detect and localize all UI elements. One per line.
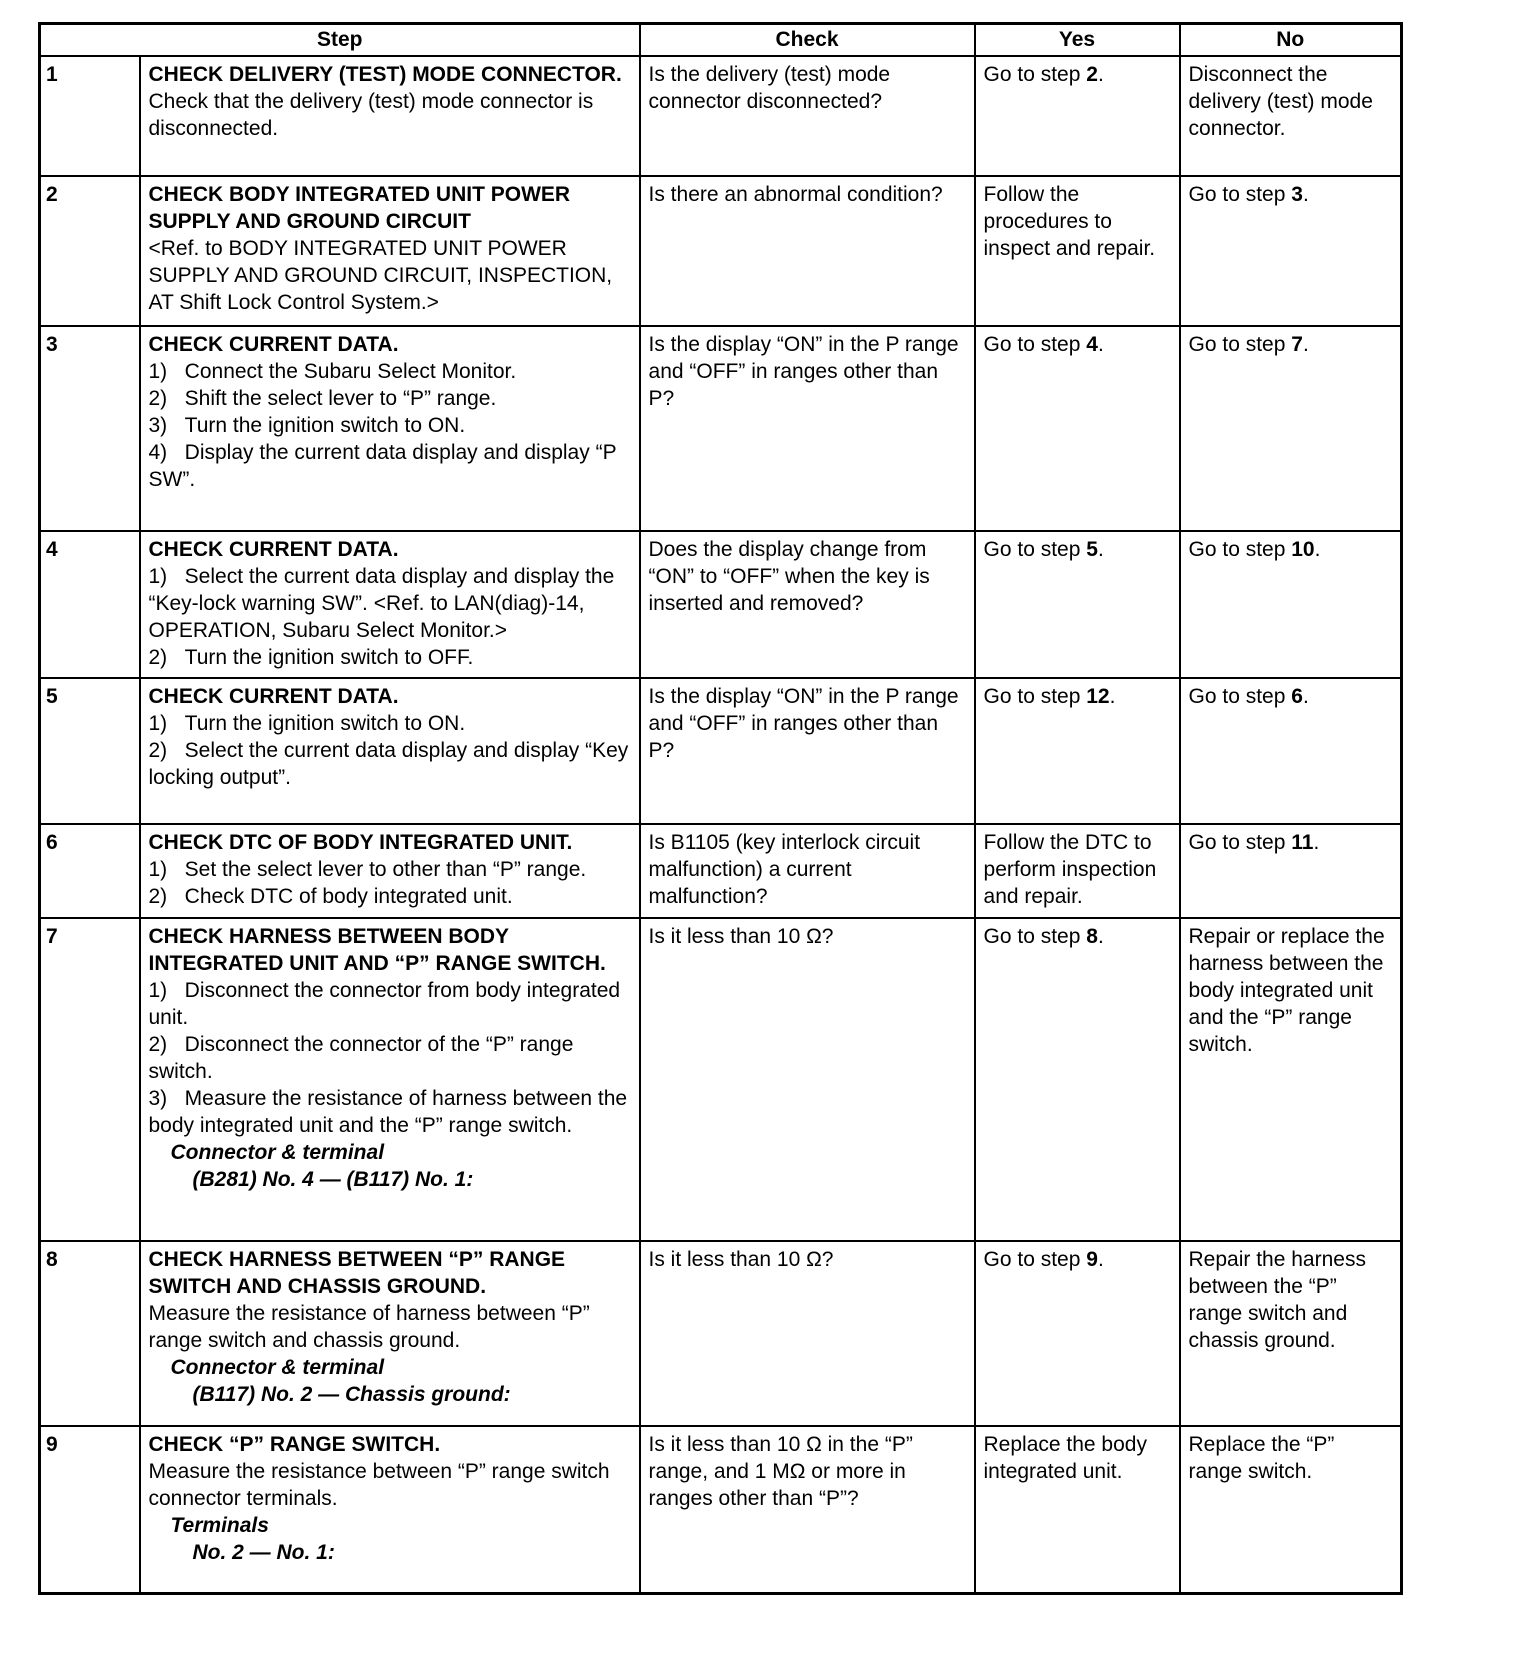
table-row (40, 1241, 1402, 1426)
table-body (40, 56, 1402, 1593)
yes-cell: Go to step 8. (975, 918, 1180, 1241)
step-number-cell: 7 (40, 918, 140, 1241)
step-number-cell: 6 (40, 824, 140, 918)
step-number-cell: 1 (40, 56, 140, 176)
yes-cell: Go to step 5. (975, 531, 1180, 678)
step-cell (140, 1241, 640, 1426)
step-line: (B281) No. 4 — (B117) No. 1: (192, 1168, 474, 1191)
step-cell (140, 918, 640, 1241)
header-no: No (1180, 24, 1402, 57)
no-cell: Go to step 11. (1180, 824, 1402, 918)
yes-cell: Go to step 4. (975, 326, 1180, 531)
step-line: 3) Turn the ignition switch to ON. (148, 414, 466, 437)
step-line: <Ref. to BODY INTEGRATED UNIT POWER SUPPLY AND GROUND CIRCUIT, INSPECTION, AT Shift Lock Control System.> (148, 237, 613, 314)
step-line: Connector & terminal (170, 1141, 385, 1164)
table-row (40, 678, 1402, 824)
no-cell: Repair or replace the harness between the body integrated unit and the “P” range switch. (1180, 918, 1402, 1241)
check-cell: Is there an abnormal condition? (640, 176, 975, 326)
step-number-cell: 5 (40, 678, 140, 824)
yes-cell: Go to step 12. (975, 678, 1180, 824)
step-line: 1) Turn the ignition switch to ON. (148, 712, 466, 735)
step-line: CHECK CURRENT DATA. (148, 333, 399, 356)
check-cell: Is the delivery (test) mode connector disconnected? (640, 56, 975, 176)
table-row (40, 56, 1402, 176)
no-cell: Go to step 10. (1180, 531, 1402, 678)
step-line: 2) Disconnect the connector of the “P” range switch. (148, 1033, 574, 1083)
step-line: Terminals (170, 1514, 269, 1537)
check-cell: Is it less than 10 Ω in the “P” range, and 1 MΩ or more in ranges other than “P”? (640, 1426, 975, 1593)
step-line: 1) Connect the Subaru Select Monitor. (148, 360, 517, 383)
no-cell: Repair the harness between the “P” range switch and chassis ground. (1180, 1241, 1402, 1426)
step-number-cell: 8 (40, 1241, 140, 1426)
step-line: CHECK HARNESS BETWEEN BODY INTEGRATED UNIT AND “P” RANGE SWITCH. (148, 925, 606, 975)
header-row (40, 24, 1402, 57)
check-cell: Is B1105 (key interlock circuit malfunction) a current malfunction? (640, 824, 975, 918)
step-line: CHECK HARNESS BETWEEN “P” RANGE SWITCH AND CHASSIS GROUND. (148, 1248, 566, 1298)
yes-cell: Follow the DTC to perform inspection and repair. (975, 824, 1180, 918)
check-cell: Does the display change from “ON” to “OFF” when the key is inserted and removed? (640, 531, 975, 678)
table-row (40, 531, 1402, 678)
no-cell: Go to step 3. (1180, 176, 1402, 326)
header-step: Step (40, 24, 640, 57)
no-cell: Go to step 6. (1180, 678, 1402, 824)
step-line: 1) Disconnect the connector from body integrated unit. (148, 979, 621, 1029)
step-number-cell: 9 (40, 1426, 140, 1593)
step-line: 1) Set the select lever to other than “P” range. (148, 858, 587, 881)
step-line: Connector & terminal (170, 1356, 385, 1379)
yes-cell: Go to step 9. (975, 1241, 1180, 1426)
troubleshooting-table (38, 22, 1403, 1595)
check-cell: Is the display “ON” in the P range and “OFF” in ranges other than P? (640, 326, 975, 531)
step-line: CHECK BODY INTEGRATED UNIT POWER SUPPLY AND GROUND CIRCUIT (148, 183, 571, 233)
check-cell: Is the display “ON” in the P range and “OFF” in ranges other than P? (640, 678, 975, 824)
step-line: CHECK CURRENT DATA. (148, 685, 399, 708)
step-number-cell: 2 (40, 176, 140, 326)
step-line: 2) Check DTC of body integrated unit. (148, 885, 513, 908)
yes-cell: Follow the procedures to inspect and repair. (975, 176, 1180, 326)
table-row (40, 918, 1402, 1241)
step-line: 2) Select the current data display and display “Key locking output”. (148, 739, 629, 789)
step-line: Measure the resistance between “P” range switch connector terminals. (148, 1460, 610, 1510)
step-line: CHECK DTC OF BODY INTEGRATED UNIT. (148, 831, 573, 854)
step-line: (B117) No. 2 — Chassis ground: (192, 1383, 511, 1406)
step-line: Check that the delivery (test) mode connector is disconnected. (148, 90, 594, 140)
header-yes: Yes (975, 24, 1180, 57)
step-cell (140, 176, 640, 326)
step-line: 2) Turn the ignition switch to OFF. (148, 646, 474, 669)
step-number-cell: 4 (40, 531, 140, 678)
step-line: CHECK CURRENT DATA. (148, 538, 399, 561)
header-check: Check (640, 24, 975, 57)
step-line: Measure the resistance of harness between “P” range switch and chassis ground. (148, 1302, 590, 1352)
step-line: 3) Measure the resistance of harness between the body integrated unit and the “P” range switch. (148, 1087, 628, 1137)
no-cell: Go to step 7. (1180, 326, 1402, 531)
table-row (40, 824, 1402, 918)
step-cell (140, 824, 640, 918)
step-cell (140, 678, 640, 824)
no-cell: Disconnect the delivery (test) mode connector. (1180, 56, 1402, 176)
step-line: CHECK DELIVERY (TEST) MODE CONNECTOR. (148, 63, 622, 86)
step-line: CHECK “P” RANGE SWITCH. (148, 1433, 441, 1456)
check-cell: Is it less than 10 Ω? (640, 918, 975, 1241)
table-row (40, 1426, 1402, 1593)
step-cell (140, 56, 640, 176)
step-line: No. 2 — No. 1: (192, 1541, 335, 1564)
check-cell: Is it less than 10 Ω? (640, 1241, 975, 1426)
table-row (40, 326, 1402, 531)
yes-cell: Go to step 2. (975, 56, 1180, 176)
table-row (40, 176, 1402, 326)
yes-cell: Replace the body integrated unit. (975, 1426, 1180, 1593)
step-line: 2) Shift the select lever to “P” range. (148, 387, 497, 410)
step-cell (140, 1426, 640, 1593)
step-line: 1) Select the current data display and display the “Key-lock warning SW”. <Ref. to LAN(diag)-14, OPERATION, Subaru Select Monitor.> (148, 565, 615, 642)
step-line: 4) Display the current data display and display “P SW”. (148, 441, 617, 491)
step-cell (140, 326, 640, 531)
no-cell: Replace the “P” range switch. (1180, 1426, 1402, 1593)
step-cell (140, 531, 640, 678)
step-number-cell: 3 (40, 326, 140, 531)
